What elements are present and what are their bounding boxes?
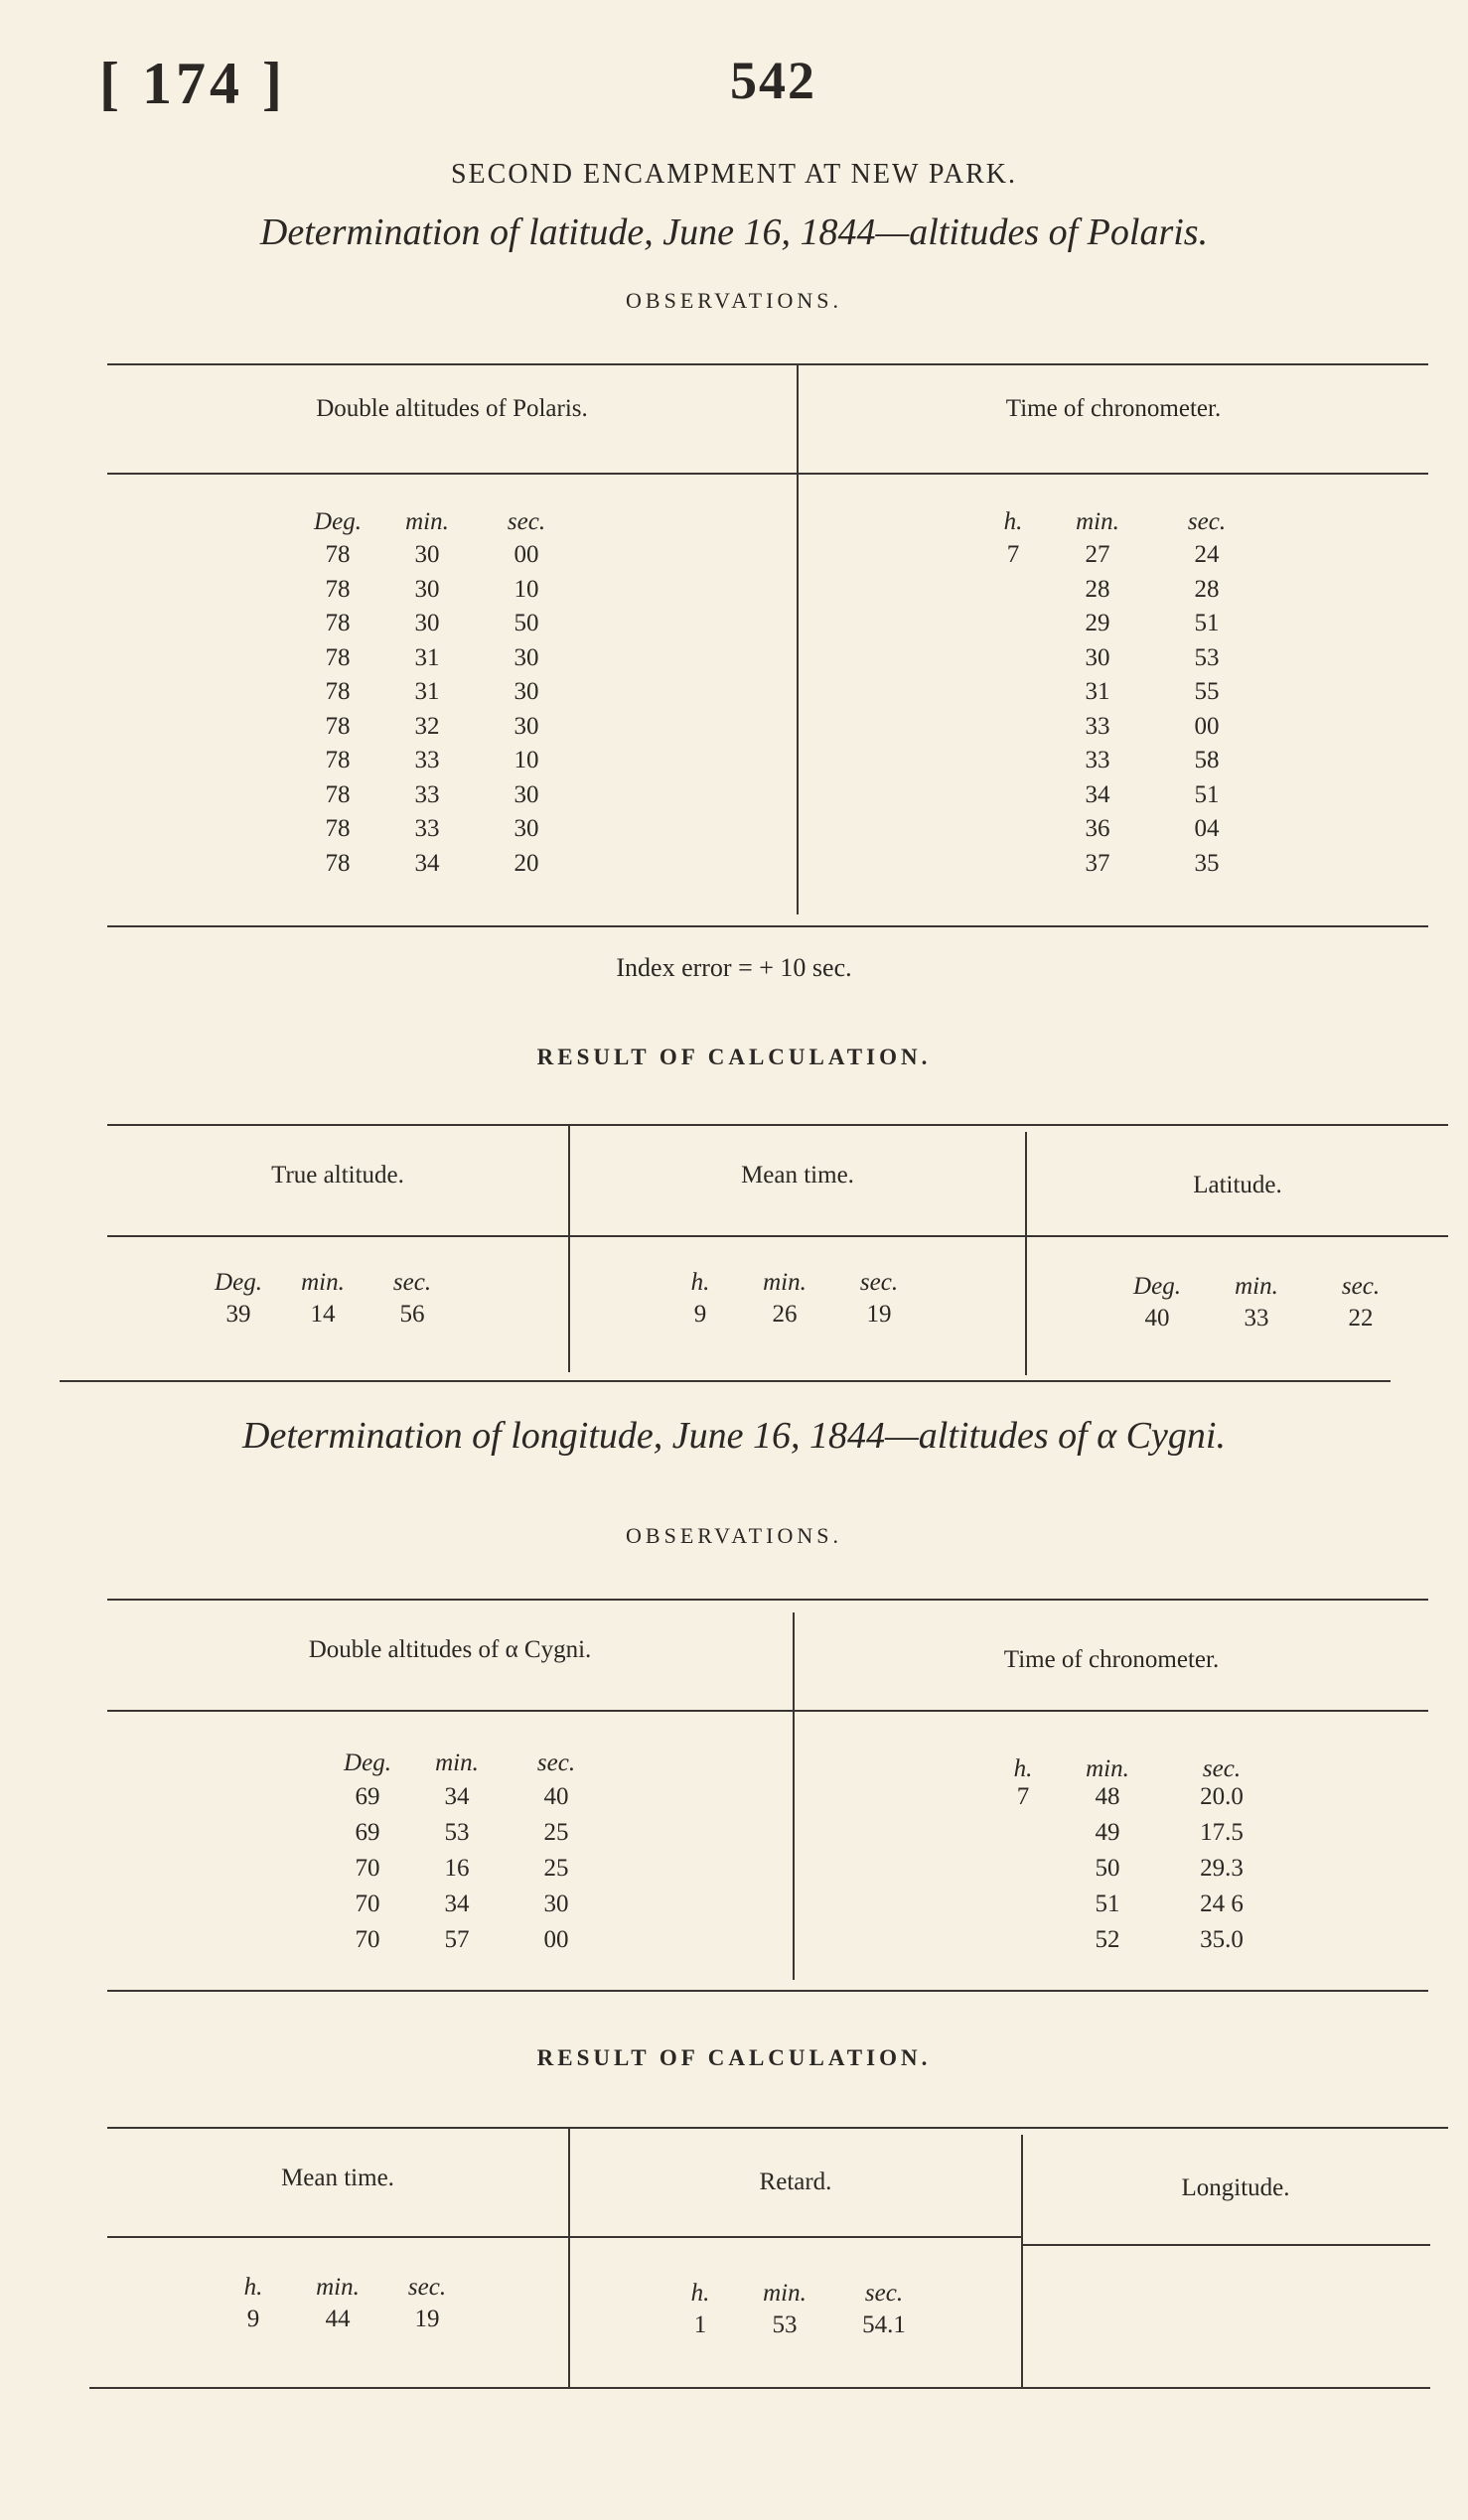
latitude-col2-units: h. min. sec.: [1003, 508, 1227, 535]
table-cell: 58: [1194, 747, 1220, 773]
table-row: [298, 713, 576, 741]
table-cell: 30: [543, 1890, 569, 1917]
table-cell: 33: [1085, 712, 1110, 740]
table-cell: 36: [1085, 815, 1110, 842]
table-cell: 78: [325, 712, 351, 740]
bracketed-folio: [ 174 ]: [99, 51, 286, 116]
table-cell: 24: [1194, 541, 1220, 568]
true-altitude-value: 39 14 56: [225, 1301, 425, 1328]
table-cell: 34: [444, 1890, 470, 1917]
table-cell: 30: [414, 541, 440, 568]
page-number: 542: [730, 51, 816, 110]
table-cell: 78: [325, 575, 351, 603]
table-cell: 51: [1194, 610, 1220, 636]
latitude-col1-units: Deg. min. sec.: [314, 508, 546, 535]
table-cell: 25: [543, 1855, 569, 1882]
longitude-observations-label: OBSERVATIONS.: [626, 1523, 842, 1548]
table-cell: 30: [514, 678, 539, 705]
table-cell: 51: [1194, 780, 1220, 808]
longitude-col2-header: Time of chronometer.: [1003, 1646, 1220, 1673]
table-cell: 31: [1085, 678, 1110, 705]
table-cell: 34: [414, 849, 440, 877]
table-cell: 78: [325, 610, 351, 636]
table-row: [298, 815, 576, 843]
index-error: Index error = + 10 sec.: [616, 953, 852, 982]
table-cell: 48: [1095, 1783, 1120, 1810]
table-cell: 7: [1006, 541, 1020, 568]
table-cell: 69: [355, 1819, 380, 1846]
table-cell: 78: [325, 780, 351, 808]
table-row: [993, 1926, 1281, 1954]
table-row: [983, 678, 1261, 706]
table-cell: 53: [1194, 643, 1220, 671]
table-row: [328, 1890, 606, 1918]
table-cell: 30: [514, 643, 539, 671]
table-cell: 33: [414, 747, 440, 773]
table-row: [983, 541, 1261, 569]
table-cell: 29: [1085, 610, 1110, 636]
longitude-mean-time-value: 9 44 19: [246, 2306, 440, 2332]
table-row: [993, 1783, 1281, 1811]
table-cell: 7: [1016, 1783, 1030, 1810]
table-cell: 28: [1085, 575, 1110, 603]
table-cell: 25: [543, 1819, 569, 1846]
table-cell: 30: [414, 610, 440, 636]
mean-time-units: h. min. sec.: [690, 1269, 899, 1296]
table-cell: 53: [444, 1819, 470, 1846]
latitude-col1-header: Double altitudes of Polaris.: [316, 395, 588, 422]
table-row: [983, 576, 1261, 604]
table-cell: 78: [325, 747, 351, 773]
table-cell: 30: [414, 575, 440, 603]
table-row: [328, 1819, 606, 1847]
table-cell: 50: [514, 610, 539, 636]
table-row: [328, 1926, 606, 1954]
longitude-heading: Determination of longitude, June 16, 1844—altitudes of α Cygni.: [242, 1415, 1226, 1457]
latitude-result-header-3: Latitude.: [1193, 1172, 1282, 1198]
true-altitude-units: Deg. min. sec.: [215, 1269, 432, 1296]
table-cell: 24 6: [1200, 1890, 1244, 1917]
table-cell: 30: [514, 712, 539, 740]
table-row: [328, 1855, 606, 1883]
table-row: [328, 1783, 606, 1811]
table-cell: 28: [1194, 575, 1220, 603]
longitude-col2-units: h. min. sec.: [1013, 1755, 1242, 1782]
table-cell: 30: [514, 780, 539, 808]
table-row: [298, 644, 576, 672]
table-cell: 00: [543, 1926, 569, 1953]
table-row: [298, 850, 576, 878]
table-row: [983, 610, 1261, 637]
latitude-units: Deg. min. sec.: [1133, 1273, 1381, 1300]
table-cell: 20: [514, 849, 539, 877]
table-cell: 33: [414, 815, 440, 842]
table-cell: 10: [514, 747, 539, 773]
table-row: [298, 541, 576, 569]
table-cell: 34: [1085, 780, 1110, 808]
retard-units: h. min. sec.: [690, 2280, 904, 2307]
table-row: [298, 610, 576, 637]
table-cell: 20.0: [1200, 1783, 1244, 1810]
latitude-value: 40 33 22: [1144, 1305, 1374, 1331]
page-title: SECOND ENCAMPMENT AT NEW PARK.: [450, 159, 1018, 190]
table-cell: 70: [355, 1855, 380, 1882]
latitude-col2-header: Time of chronometer.: [1005, 395, 1222, 422]
table-cell: 49: [1095, 1819, 1120, 1846]
table-cell: 27: [1085, 541, 1110, 568]
longitude-col1-header: Double altitudes of α Cygni.: [308, 1636, 592, 1663]
mean-time-value: 9 26 19: [693, 1301, 892, 1328]
table-cell: 29.3: [1200, 1855, 1244, 1882]
table-cell: 32: [414, 712, 440, 740]
table-cell: 31: [414, 643, 440, 671]
latitude-result-header-2: Mean time.: [741, 1162, 854, 1189]
table-row: [298, 678, 576, 706]
table-cell: 35.0: [1200, 1926, 1244, 1953]
table-cell: 70: [355, 1926, 380, 1953]
table-cell: 40: [543, 1783, 569, 1810]
table-cell: 30: [514, 815, 539, 842]
table-row: [983, 781, 1261, 809]
table-row: [983, 713, 1261, 741]
longitude-result-header-1: Mean time.: [281, 2165, 394, 2191]
longitude-result-header-3: Longitude.: [1181, 2174, 1290, 2201]
table-cell: 69: [355, 1783, 380, 1810]
table-row: [983, 644, 1261, 672]
table-cell: 78: [325, 643, 351, 671]
table-cell: 52: [1095, 1926, 1120, 1953]
table-cell: 16: [444, 1855, 470, 1882]
table-cell: 34: [444, 1783, 470, 1810]
table-row: [983, 815, 1261, 843]
table-cell: 04: [1194, 815, 1220, 842]
table-cell: 00: [514, 541, 539, 568]
table-cell: 78: [325, 678, 351, 705]
table-cell: 78: [325, 541, 351, 568]
table-row: [983, 850, 1261, 878]
table-cell: 78: [325, 849, 351, 877]
table-cell: 00: [1194, 712, 1220, 740]
table-row: [298, 576, 576, 604]
table-cell: 10: [514, 575, 539, 603]
table-cell: 55: [1194, 678, 1220, 705]
longitude-result-header-2: Retard.: [759, 2169, 832, 2195]
latitude-result-header-1: True altitude.: [271, 1162, 404, 1189]
retard-value: 1 53 54.1: [693, 2311, 906, 2338]
table-cell: 57: [444, 1926, 470, 1953]
latitude-observations-label: OBSERVATIONS.: [626, 288, 842, 313]
table-row: [993, 1890, 1281, 1918]
table-cell: 70: [355, 1890, 380, 1917]
longitude-result-label: RESULT OF CALCULATION.: [536, 2045, 932, 2070]
table-row: [298, 781, 576, 809]
table-cell: 35: [1194, 849, 1220, 877]
table-cell: 31: [414, 678, 440, 705]
table-cell: 51: [1095, 1890, 1120, 1917]
table-row: [993, 1819, 1281, 1847]
table-row: [298, 747, 576, 774]
longitude-mean-time-units: h. min. sec.: [243, 2274, 447, 2301]
latitude-heading: Determination of latitude, June 16, 1844—altitudes of Polaris.: [259, 211, 1209, 253]
table-row: [993, 1855, 1281, 1883]
table-cell: 33: [414, 780, 440, 808]
longitude-col1-units: Deg. min. sec.: [344, 1750, 576, 1776]
table-cell: 78: [325, 815, 351, 842]
table-cell: 30: [1085, 643, 1110, 671]
latitude-result-label: RESULT OF CALCULATION.: [536, 1045, 932, 1069]
table-cell: 37: [1085, 849, 1110, 877]
table-cell: 50: [1095, 1855, 1120, 1882]
table-row: [983, 747, 1261, 774]
table-cell: 17.5: [1200, 1819, 1244, 1846]
table-cell: 33: [1085, 747, 1110, 773]
